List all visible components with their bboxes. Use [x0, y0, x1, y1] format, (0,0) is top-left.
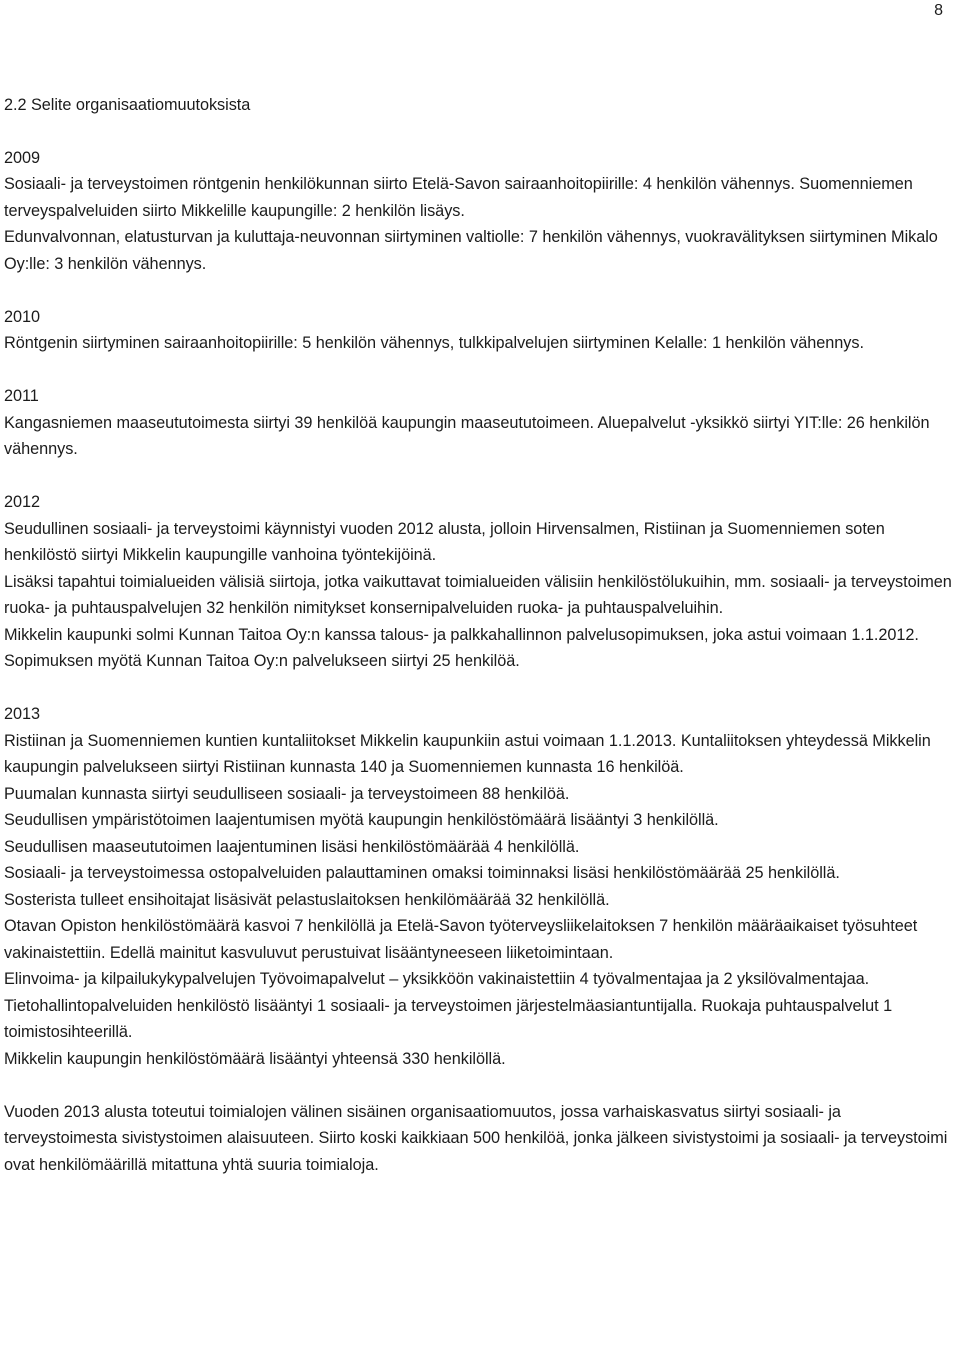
page-number: 8 [934, 2, 943, 19]
paragraph: Tietohallintopalveluiden henkilöstö lisääntyi 1 sosiaali- ja terveystoimen järjestelmäasiantuntijalla. Ruokaja puhtauspalvelut 1 toimistosihteerillä. [4, 996, 893, 1041]
paragraph: Otavan Opiston henkilöstömäärä kasvoi 7 henkilöllä ja Etelä-Savon työterveysliikelaitoksen 7 henkilön määräaikaiset työsuhteet vakinaistettiin. Edellä mainitut kasvuluvut perustuivat lisääntyneeseen liiketoimintaan. [4, 917, 918, 962]
paragraph: Seudullisen ympäristötoimen laajentumisen myötä kaupungin henkilöstömäärä lisääntyi 3 henkilöllä. [4, 811, 719, 829]
year-section-2011 [4, 383, 952, 463]
paragraph: Puumalan kunnasta siirtyi seudulliseen sosiaali- ja terveystoimeen 88 henkilöä. [4, 784, 570, 803]
paragraph: Seudullisen maaseututoimen laajentuminen lisäsi henkilöstömäärää 4 henkilöllä. [4, 837, 580, 856]
paragraph: Seudullinen sosiaali- ja terveystoimi käynnistyi vuoden 2012 alusta, jolloin Hirvensalmen, Ristiinan ja Suomenniemen soten henkilöstö siirtyi Mikkelin kaupungille vanhoina työntekijöinä. [4, 519, 885, 564]
year-section-2013 [4, 701, 952, 1072]
closing-paragraph: Vuoden 2013 alusta toteutui toimialojen välinen sisäinen organisaatiomuutos, jossa varhaiskasvatus siirtyi sosiaali- ja terveystoimesta sivistystoimen alaisuuteen. Siirto koski kaikkiaan 500 henkilöä, jonka jälkeen sivistystoimi ja sosiaali- ja terveystoimi ovat henkilömäärillä mitattuna yhtä suuria toimialoja. [4, 1102, 948, 1174]
year-label: 2012 [4, 493, 41, 511]
paragraph: Mikkelin kaupunki solmi Kunnan Taitoa Oy:n kanssa talous- ja palkkahallinnon palvelusopimuksen, joka astui voimaan 1.1.2012. Sopimuksen myötä Kunnan Taitoa Oy:n palvelukseen siirtyi 25 henkilöä. [4, 625, 919, 670]
year-section-2012 [4, 489, 952, 675]
paragraph: Sosterista tulleet ensihoitajat lisäsivät pelastuslaitoksen henkilömäärää 32 henkilöllä. [4, 890, 610, 909]
paragraph: Sosiaali- ja terveystoimessa ostopalveluiden palauttaminen omaksi toiminnaksi lisäsi henkilöstömäärää 25 henkilöllä. [4, 864, 840, 882]
year-label: 2009 [4, 148, 41, 167]
year-section-2010 [4, 304, 952, 357]
paragraph: Elinvoima- ja kilpailukykypalvelujen Työvoimapalvelut – yksikköön vakinaistettiin 4 työvalmentajaa ja 2 yksilövalmentajaa. [4, 970, 870, 988]
year-label: 2013 [4, 705, 41, 723]
year-label: 2011 [4, 387, 39, 405]
paragraph: Edunvalvonnan, elatusturvan ja kuluttaja-neuvonnan siirtyminen valtiolle: 7 henkilön vähennys, vuokravälityksen siirtyminen Mikalo Oy:lle: 3 henkilön vähennys. [4, 228, 938, 273]
document-body [4, 92, 952, 1178]
year-label: 2010 [4, 307, 41, 326]
paragraph: Mikkelin kaupungin henkilöstömäärä lisääntyi yhteensä 330 henkilöllä. [4, 1049, 506, 1068]
paragraph: Sosiaali- ja terveystoimen röntgenin henkilökunnan siirto Etelä-Savon sairaanhoitopiirille: 4 henkilön vähennys. Suomenniemen terveyspalveluiden siirto Mikkelille kaupungille: 2 henkilön lisäys. [4, 175, 913, 220]
paragraph: Ristiinan ja Suomenniemen kuntien kuntaliitokset Mikkelin kaupunkiin astui voimaan 1.1.2013. Kuntaliitoksen yhteydessä Mikkelin kaupungin palvelukseen siirtyi Ristiinan kunnasta 140 ja Suomenniemen kunnasta 16 henkilöä. [4, 731, 931, 776]
section-heading: 2.2 Selite organisaatiomuutoksista [4, 96, 251, 114]
paragraph: Lisäksi tapahtui toimialueiden välisiä siirtoja, jotka vaikuttavat toimialueiden välisiin henkilöstölukuihin, mm. sosiaali- ja terveystoimen ruoka- ja puhtauspalvelujen 32 henkilön nimitykset konsernipalveluiden ruoka- ja puhtauspalveluihin. [4, 572, 952, 617]
paragraph: Kangasniemen maaseututoimesta siirtyi 39 henkilöä kaupungin maaseututoimeen. Aluepalvelut -yksikkö siirtyi YIT:lle: 26 henkilön vähennys. [4, 413, 930, 458]
paragraph: Röntgenin siirtyminen sairaanhoitopiirille: 5 henkilön vähennys, tulkkipalvelujen siirtyminen Kelalle: 1 henkilön vähennys. [4, 334, 864, 352]
year-section-2009 [4, 145, 952, 278]
